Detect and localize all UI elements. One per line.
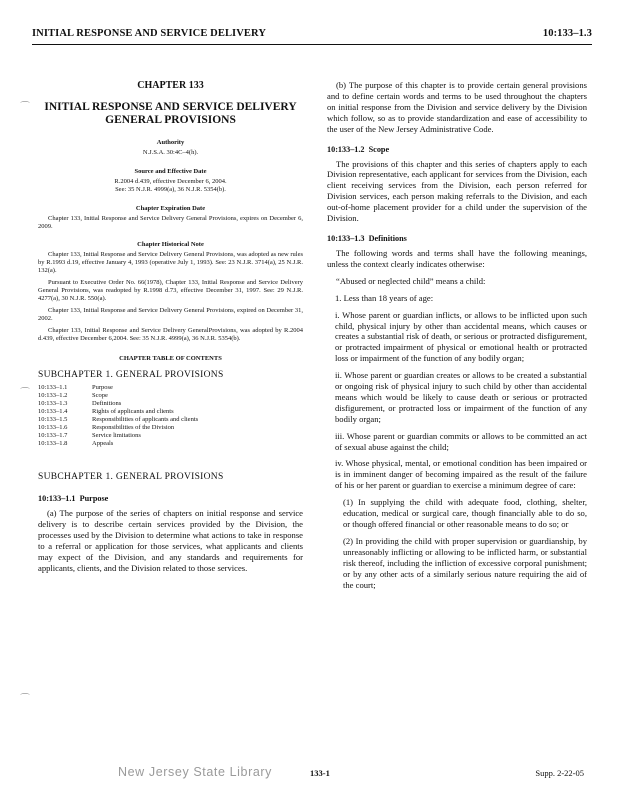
definition-subitem: iii. Whose parent or guardian commits or allows to be committed an act of sexual abuse against the child; (335, 430, 587, 452)
definition-subitem: ii. Whose parent or guardian creates or allows to be created a substantial or ongoing risk of physical injury to such child by other than accidental means which would be likely to cause death or serious or protracted disfigurement, or protracted loss or impairment of the function of any bodily organ; (335, 370, 587, 424)
definition-subitem: i. Whose parent or guardian inflicts, or allows to be inflicted upon such child, physical injury by other than accidental means, which causes or creates a substantial risk of death, or serious or protracted disfigurement, or protracted impairment of physical or emotional health or protracted loss or impairment of the function of any bodily organ; (335, 309, 587, 364)
toc-item: 10:133–1.3 Definitions (38, 400, 122, 407)
toc-item: 10:133–1.4 Rights of applicants and clients (38, 408, 174, 415)
toc-subchapter: SUBCHAPTER 1. GENERAL PROVISIONS (38, 370, 224, 380)
toc-item: 10:133–1.7 Service limitations (38, 432, 141, 439)
running-header (32, 28, 592, 42)
scope-paragraph: The provisions of this chapter and this series of chapters apply to each Division representative, each applicant for services from the Division, each client receiving services from the Division, each person referred for Division services, each person making referrals to the Division, and each out-of-home placement provider for a child under the supervision of the Division. (327, 158, 587, 224)
margin-mark: ⌒ (20, 102, 30, 113)
purpose-paragraph-a: (a) The purpose of the series of chapters on initial response and service delivery is to describe certain services provided by the Division, the processes used by the Division to determine what actions to take in response to a referral or application for those services, what applicants and clients may expect of the Division, and any standards and requirements for applicants, clients, and the Division related to those services. (38, 508, 303, 573)
source-line: See: 35 N.J.R. 4999(a), 36 N.J.R. 5354(b). (115, 186, 226, 193)
section-heading-purpose: 10:133–1.1 Purpose (38, 494, 109, 503)
header-section-number: 10:133–1.3 (542, 28, 592, 39)
margin-mark: ⌒ (20, 388, 30, 399)
definitions-intro: The following words and terms shall have the following meanings, unless the context clearly indicates otherwise: (327, 247, 587, 269)
definition-subitem: iv. Whose physical, mental, or emotional condition has been impaired or is in imminent danger of becoming impaired as the result of the failure of his or her parent or guardian to exercise a minimum degree of care: (335, 458, 587, 491)
toc-heading: CHAPTER TABLE OF CONTENTS (119, 355, 222, 362)
source-heading: Source and Effective Date (134, 168, 207, 175)
chapter-title: INITIAL RESPONSE AND SERVICE DELIVERY GENERAL PROVISIONS (44, 101, 297, 126)
history-paragraph: Chapter 133, Initial Response and Service Delivery GeneralProvisions, was adopted by R.2004 d.439, effective December 6,2004. See: 35 N.J.R. 4999(a), 36 N.J.R. 5354(b). (38, 327, 303, 342)
definition-term: “Abused or neglected child” means a child: (336, 275, 486, 286)
left-column (38, 80, 303, 579)
definition-subitem: (2) In providing the child with proper supervision or guardianship, by unreasonably inflicting or allowing to be inflicted harm, or substantial risk thereof, including the infliction of excessive corporal punishment; or by any other acts of a similarly serious nature requiring the aid of the court; (343, 535, 587, 590)
header-title: INITIAL RESPONSE AND SERVICE DELIVERY (32, 28, 267, 39)
history-paragraph: Chapter 133, Initial Response and Service Delivery General Provisions, expired on December 31, 2002. (38, 307, 303, 322)
toc-list (38, 384, 303, 448)
section-heading-scope: 10:133–1.2 Scope (327, 144, 390, 154)
purpose-paragraph-b: (b) The purpose of this chapter is to provide certain general provisions and to define certain words and terms to be used throughout the chapters on initial response from the Division and service delivery by the Division which follow, so as to provide standardization and ease of accessibility to the user of the New Jersey Administrative Code. (327, 80, 587, 134)
right-column (327, 80, 587, 596)
source-line: R.2004 d.439, effective December 6, 2004. (114, 178, 227, 185)
history-heading: Chapter Historical Note (137, 241, 204, 248)
toc-item: 10:133–1.1 Purpose (38, 384, 113, 391)
toc-item: 10:133–1.6 Responsibilities of the Division (38, 424, 175, 431)
toc-item: 10:133–1.5 Responsibilities of applicants and clients (38, 416, 199, 423)
page-number: 133-1 (310, 768, 330, 778)
page-footer (32, 765, 592, 782)
supplement-date: Supp. 2-22-05 (535, 768, 584, 778)
definition-item: 1. Less than 18 years of age: (335, 292, 434, 303)
expiration-heading: Chapter Expiration Date (135, 205, 206, 212)
history-paragraph: Chapter 133, Initial Response and Service Delivery General Provisions, was adopted as new rules by R.1993 d.19, effective January 4, 1993 (operative July 1, 1993). See: 23 N.J.R. 3714(a), 25 N.J.R. 132(a). (38, 251, 303, 274)
expiration-text: Chapter 133, Initial Response and Service Delivery General Provisions, expires on December 6, 2009. (38, 215, 303, 230)
authority-text: N.J.S.A. 30:4C–4(h). (142, 149, 199, 156)
library-watermark: New Jersey State Library (118, 765, 273, 779)
chapter-number: CHAPTER 133 (137, 80, 204, 91)
authority-heading: Authority (156, 139, 185, 146)
toc-item: 10:133–1.2 Scope (38, 392, 108, 399)
section-heading-definitions: 10:133–1.3 Definitions (327, 233, 407, 243)
toc-item: 10:133–1.8 Appeals (38, 440, 114, 447)
subchapter-heading: SUBCHAPTER 1. GENERAL PROVISIONS (38, 472, 224, 482)
margin-mark: ⌒ (20, 694, 30, 705)
definition-subitem: (1) In supplying the child with adequate food, clothing, shelter, education, medical or surgical care, though financially able to do so, or though offered financial or other reasonable means to do so; or (343, 497, 587, 529)
header-rule (32, 44, 592, 45)
history-paragraph: Pursuant to Executive Order No. 66(1978), Chapter 133, Initial Response and Service Delivery General Provisions, was readopted by R.1998 d.73, effective December 31, 1997. See: 29 N.J.R. 4277(a), 30 N.J.R. 550(a). (38, 279, 303, 302)
